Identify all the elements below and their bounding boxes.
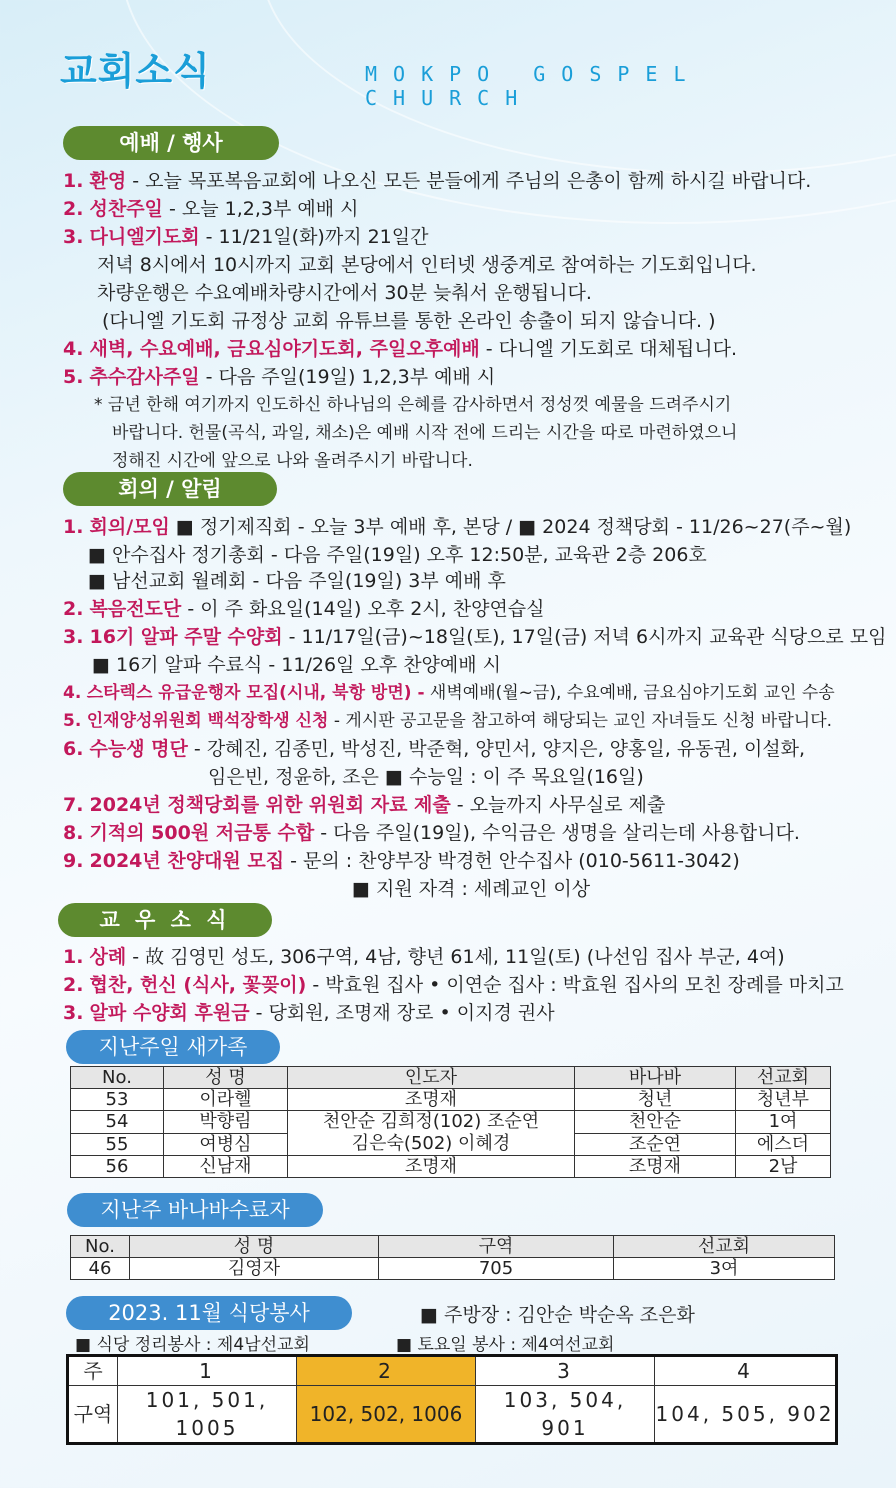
item-number: 6. — [63, 738, 84, 760]
cell-barnabas: 조명재 — [575, 1156, 736, 1178]
item-number: 3. — [63, 226, 84, 248]
cell-guide: 김은숙(502) 이혜경 — [351, 1133, 511, 1154]
table-row — [71, 1156, 831, 1178]
item-number: 5. — [63, 366, 84, 388]
list-item — [92, 650, 501, 677]
col-header: 성 명 — [164, 1067, 288, 1089]
list-item — [63, 678, 835, 703]
list-item — [63, 818, 800, 845]
item-title: 알파 수양회 후원금 — [89, 1002, 250, 1024]
table-row — [68, 1386, 837, 1444]
item-text: - 박효원 집사 • 이연순 집사 : 박효원 집사의 모친 장례를 마치고 — [306, 974, 844, 996]
cell-no: 54 — [71, 1111, 164, 1134]
item-text: - 故 김영민 성도, 306구역, 4남, 향년 61세, 11일(토) (나선임 집사 부군, 4여) — [126, 946, 785, 968]
cell-barnabas: 천안순 — [575, 1111, 736, 1134]
row-label: 구역 — [68, 1386, 118, 1444]
item-text: - 게시판 공고문을 참고하여 해당되는 교인 자녀들도 신청 바랍니다. — [328, 711, 833, 731]
list-item — [63, 734, 805, 761]
list-item — [63, 334, 737, 361]
cell-guide: 조명재 — [288, 1089, 575, 1111]
item-number: 4. — [63, 683, 82, 703]
section-heading-meeting: 회의 / 알림 — [63, 472, 277, 506]
col-header: No. — [71, 1067, 164, 1089]
table-row — [68, 1356, 837, 1386]
item-number: 3. — [63, 1002, 84, 1024]
cell-week: 1 — [118, 1356, 297, 1386]
item-title: 회의/모임 — [89, 516, 170, 538]
item-text: - 오늘까지 사무실로 제출 — [450, 794, 666, 816]
list-item — [63, 622, 887, 649]
item-title: 협찬, 헌신 (식사, 꽃꽂이) — [89, 974, 307, 996]
section-heading-worship: 예배 / 행사 — [63, 126, 279, 160]
cell-district: 705 — [379, 1258, 614, 1280]
item-text: ■ 남선교회 월례회 - 다음 주일(19일) 3부 예배 후 — [88, 570, 506, 592]
cell-name: 신남재 — [164, 1156, 288, 1178]
item-text: 저녁 8시에서 10시까지 교회 본당에서 인터넷 생중계로 참여하는 기도회입니다. — [97, 254, 757, 276]
item-title: 16기 알파 주말 수양회 — [89, 626, 283, 648]
item-text: - 문의 : 찬양부장 박경헌 안수집사 (010-5611-3042) — [284, 850, 740, 872]
item-text: - 다니엘 기도회로 대체됩니다. — [479, 338, 738, 360]
section-heading-newfamily: 지난주일 새가족 — [66, 1030, 280, 1064]
cell-no: 56 — [71, 1156, 164, 1178]
cell-mission: 1여 — [736, 1111, 831, 1134]
cell-name: 김영자 — [130, 1258, 379, 1280]
item-text: - 11/17일(금)~18일(토), 17일(금) 저녁 6시까지 교육관 식당으로 모임 — [282, 626, 887, 648]
cell-guide: 천안순 김희정(102) 조순연 — [322, 1111, 540, 1132]
item-title: 스타렉스 유급운행자 모집(시내, 북항 방면) - — [86, 683, 425, 703]
item-number: 8. — [63, 822, 84, 844]
newfamily-table — [70, 1066, 831, 1178]
item-number: 9. — [63, 850, 84, 872]
list-item — [63, 846, 740, 873]
list-item — [63, 222, 428, 249]
list-item — [63, 706, 832, 731]
item-number: 2. — [63, 598, 84, 620]
list-item — [112, 446, 473, 471]
table-row — [71, 1258, 835, 1280]
kitchen-chief: ■ 주방장 : 김안순 박순옥 조은화 — [420, 1304, 695, 1326]
list-item — [63, 970, 844, 997]
item-text: - 다음 주일(19일), 수익금은 생명을 살리는데 사용합니다. — [314, 822, 800, 844]
item-text: 정해진 시간에 앞으로 나와 올려주시기 바랍니다. — [112, 451, 473, 471]
list-item — [102, 306, 716, 333]
item-text: ■ 지원 자격 : 세례교인 이상 — [352, 878, 591, 900]
cell-week: 2 — [297, 1356, 476, 1386]
list-item — [97, 278, 592, 305]
cell-name: 박향림 — [164, 1111, 288, 1134]
list-item — [63, 362, 495, 389]
item-text: ■ 안수집사 정기총회 - 다음 주일(19일) 오후 12:50분, 교육관 2층 206호 — [88, 544, 707, 566]
cell-barnabas: 조순연 — [575, 1133, 736, 1156]
item-text: - 오늘 목포복음교회에 나오신 모든 분들에게 주님의 은총이 함께 하시길 바랍니다. — [126, 170, 812, 192]
cell-no: 53 — [71, 1089, 164, 1111]
item-title: 상례 — [89, 946, 127, 968]
item-text: - 이 주 화요일(14일) 오후 2시, 찬양연습실 — [181, 598, 545, 620]
cell-district: 102, 502, 1006 — [297, 1386, 476, 1444]
list-item — [88, 540, 707, 567]
item-text: ■ 16기 알파 수료식 - 11/26일 오후 찬양예배 시 — [92, 654, 502, 676]
cell-guide: 조명재 — [288, 1156, 575, 1178]
cell-district: 104, 505, 902 — [655, 1386, 837, 1444]
table-row — [71, 1089, 831, 1111]
item-title: 환영 — [89, 170, 127, 192]
item-number: 3. — [63, 626, 84, 648]
item-title: 수능생 명단 — [89, 738, 188, 760]
list-item — [94, 390, 731, 415]
cell-mission: 3여 — [614, 1258, 835, 1280]
item-title: 다니엘기도회 — [89, 226, 200, 248]
col-header: 구역 — [379, 1236, 614, 1258]
item-text: ■ 정기제직회 - 오늘 3부 예배 후, 본당 / ■ 2024 정책당회 - 11/26~27(주~월) — [169, 516, 852, 538]
item-text: 차량운행은 수요예배차량시간에서 30분 늦춰서 운행됩니다. — [97, 282, 592, 304]
item-text: - 11/21일(화)까지 21일간 — [199, 226, 429, 248]
cell-name: 여병심 — [164, 1133, 288, 1156]
list-item — [63, 998, 555, 1025]
item-number: 1. — [63, 516, 84, 538]
list-item — [97, 250, 757, 277]
item-number: 2. — [63, 198, 84, 220]
cell-name: 이라헬 — [164, 1089, 288, 1111]
cell-barnabas: 청년 — [575, 1089, 736, 1111]
item-title: 2024년 정책당회를 위한 위원회 자료 제출 — [89, 794, 451, 816]
barnabas-table — [70, 1235, 835, 1280]
item-text: - 강혜진, 김종민, 박성진, 박준혁, 양민서, 양지은, 양홍일, 유동권, 이설화, — [187, 738, 806, 760]
page-subtitle: MOKPO GOSPEL CHURCH — [365, 62, 702, 110]
col-header: 인도자 — [288, 1067, 575, 1089]
item-text: 바랍니다. 헌물(곡식, 과일, 채소)은 예배 시작 전에 드리는 시간을 따로 마련하였으니 — [112, 423, 738, 443]
cell-week: 4 — [655, 1356, 837, 1386]
cell-mission: 청년부 — [736, 1089, 831, 1111]
item-text: - 오늘 1,2,3부 예배 시 — [162, 198, 359, 220]
list-item — [63, 512, 851, 539]
cell-no: 46 — [71, 1258, 130, 1280]
item-number: 1. — [63, 946, 84, 968]
page-title: 교회소식 — [60, 49, 211, 93]
item-text: 새벽예배(월~금), 수요예배, 금요심야기도회 교인 수송 — [424, 683, 835, 703]
kitchen-table — [66, 1354, 838, 1445]
col-header: 성 명 — [130, 1236, 379, 1258]
cell-guide-merged — [288, 1111, 575, 1156]
table-row — [71, 1111, 831, 1134]
list-item — [63, 166, 811, 193]
col-header: 선교회 — [614, 1236, 835, 1258]
list-item — [63, 942, 785, 969]
cell-district: 101, 501, 1005 — [118, 1386, 297, 1444]
section-heading-members: 교 우 소 식 — [58, 903, 272, 937]
item-text: (다니엘 기도회 규정상 교회 유튜브를 통한 온라인 송출이 되지 않습니다. ) — [102, 310, 716, 332]
cell-no: 55 — [71, 1133, 164, 1156]
list-item — [63, 594, 545, 621]
item-text: * 금년 한해 여기까지 인도하신 하나님의 은혜를 감사하면서 정성껏 예물을 드려주시기 — [94, 395, 732, 415]
item-title: 2024년 찬양대원 모집 — [89, 850, 285, 872]
item-number: 4. — [63, 338, 84, 360]
list-item — [208, 762, 644, 789]
col-header: 선교회 — [736, 1067, 831, 1089]
list-item — [112, 418, 737, 443]
cell-week: 3 — [476, 1356, 655, 1386]
section-heading-barnabas: 지난주 바나바수료자 — [67, 1193, 323, 1227]
list-item — [63, 194, 358, 221]
item-text: - 다음 주일(19일) 1,2,3부 예배 시 — [199, 366, 496, 388]
row-label: 주 — [68, 1356, 118, 1386]
list-item — [352, 874, 590, 901]
kitchen-saturday: ■ 토요일 봉사 : 제4여선교회 — [396, 1335, 615, 1355]
item-number: 2. — [63, 974, 84, 996]
item-number: 7. — [63, 794, 84, 816]
cell-mission: 2남 — [736, 1156, 831, 1178]
section-heading-kitchen: 2023. 11월 식당봉사 — [66, 1296, 352, 1330]
cell-mission: 에스더 — [736, 1133, 831, 1156]
item-title: 성찬주일 — [89, 198, 163, 220]
item-text: 임은빈, 정윤하, 조은 ■ 수능일 : 이 주 목요일(16일) — [208, 766, 644, 788]
kitchen-cleanup: ■ 식당 정리봉사 : 제4남선교회 — [75, 1335, 310, 1355]
item-text: - 당회원, 조명재 장로 • 이지경 권사 — [249, 1002, 555, 1024]
item-number: 1. — [63, 170, 84, 192]
item-title: 기적의 500원 저금통 수합 — [89, 822, 315, 844]
list-item — [63, 790, 665, 817]
item-title: 새벽, 수요예배, 금요심야기도회, 주일오후예배 — [89, 338, 480, 360]
item-number: 5. — [63, 711, 82, 731]
col-header: 바나바 — [575, 1067, 736, 1089]
item-title: 복음전도단 — [89, 598, 182, 620]
list-item — [88, 566, 506, 593]
cell-district: 103, 504, 901 — [476, 1386, 655, 1444]
item-title: 인재양성위원회 백석장학생 신청 — [86, 711, 329, 731]
item-title: 추수감사주일 — [89, 366, 200, 388]
col-header: No. — [71, 1236, 130, 1258]
